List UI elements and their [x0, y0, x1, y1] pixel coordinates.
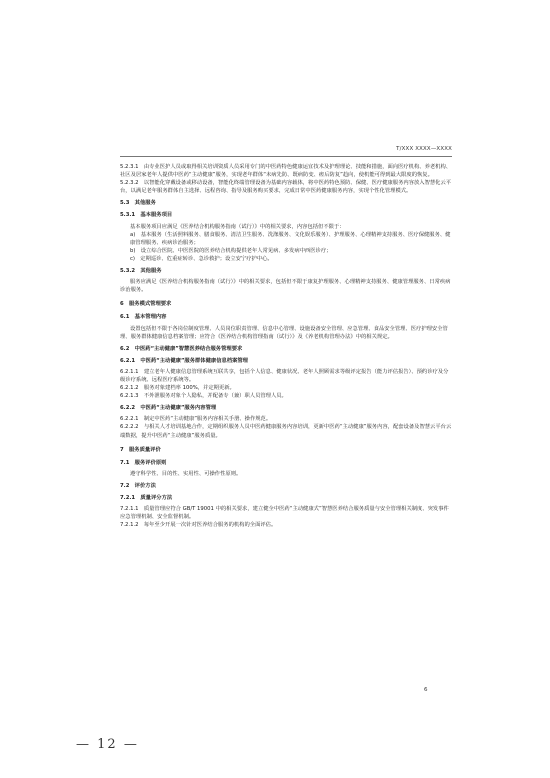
section-heading: 5.3.1 基本服务项目	[120, 212, 173, 219]
clause-paragraph: 7.2.1.1 质量管理应符合 GB/T 19001 中的相关要求，建立健全中医药“主动健康式”智慧医养结合服务质量与安全管理相关制度、突发事件应急管理机制、安全监督机制。	[120, 506, 449, 521]
document-body	[120, 163, 452, 529]
list-item: a) 基本服务（生活照料服务、膳食服务、清洁卫生服务、洗涤服务、文化娱乐服务）、护理服务、心理精神支持服务、医疗保健服务、健康管理服务、疾病诊治服务；	[130, 231, 451, 246]
chapter-heading: 7 服务质量评价	[120, 446, 161, 453]
clause-paragraph: 5.2.3.2 以智能化穿戴设备或移动设备，智能化终端管理设备为基础内容载体，将中医药特色预防、保健、医疗健康服务内容放入智慧化云平台，以满足老年服务群体自主选择、远程咨询、指导及服务购买要求，完成日常中医药健康服务内容，实现个性化管理模式。	[120, 180, 452, 195]
section-heading: 6.2 中医药“主动健康”智慧医养结合服务管理要求	[120, 345, 243, 352]
clause-paragraph: 6.2.2.1 制定中医药“主动健康”服务内容相关手册、操作规范。	[120, 416, 272, 423]
footer-page-number: 12	[97, 737, 118, 752]
section-heading: 6.2.2 中医药“主动健康”服务内容管理	[120, 405, 217, 412]
clause-paragraph: 5.2.3.1 由专业医护人员或取得相关培训资质人员采用专门的中医药特色健康运宜技术及护理理论、技能和措施，面向医疗机构、养老机构、社区及居家老年人提供中医药“主动健康”服务，实现老年群体“未病先防、既病防变、瘥后防复”趋向，使机能可得到最大限度的恢复。	[120, 164, 452, 179]
header-rule	[120, 156, 452, 157]
document-code: T/XXX XXXX—XXXX	[396, 146, 452, 152]
clause-paragraph: 6.2.2.2 与相关人才培训基地合作，定期组织服务人员中医药健康服务内容培训，更新中医药“主动健康”服务内容，配套设备及智慧云平台云端数据，提升中医药“主动健康”服务质量。	[120, 424, 452, 439]
list-item: b) 设立综合医院、中医医院的医养结合机构提供老年人常见病、多发病中西医诊疗；	[130, 247, 332, 254]
paragraph: 设置包括但不限于各岗位制度管理、人员岗位职责管理、信息中心管理、设施设备安全管理、应急管理、食品安全管理、医疗护理安全管理、服务群体健康信息档案管理；应符合《医养结合机构管理指南（试行）》及《养老机构管理办法》中的相关规定。	[120, 325, 448, 340]
clause-paragraph: 6.2.1.2 服务对象建档率 100%，并定期更新。	[120, 385, 235, 392]
footer-dash-right: —	[123, 737, 139, 752]
section-heading: 7.2 评价方法	[120, 482, 156, 489]
section-heading: 6.1 基本管理内容	[120, 314, 167, 321]
footer-dash-left: —	[76, 737, 91, 752]
inner-page-number: 6	[424, 687, 428, 693]
list-item: c) 定期巡诊、危重症转诊、急诊救护；设立安宁疗护中心。	[130, 255, 273, 262]
clause-paragraph: 6.2.1.3 不外泄服务对象个人隐私，并配备专（兼）职人员管理人员。	[120, 393, 287, 400]
chapter-heading: 6 服务模式管理要求	[120, 301, 172, 308]
paragraph: 基本服务项目应满足《医养结合机构服务指南（试行）》中的相关要求，内容包括但不限于：	[130, 223, 345, 230]
section-heading: 6.2.1 中医药“主动健康”服务群体健康信息档案管理	[120, 357, 248, 364]
clause-paragraph: 7.2.1.2 每年至少开展一次针对医养结合服务的机构的全面评估。	[120, 522, 277, 529]
section-heading: 7.2.1 质量评分方法	[120, 495, 173, 501]
clause-paragraph: 6.2.1.1 建立老年人健康信息管理系统互联共享，包括个人信息、健康状况、老年人照顾需求等级评定报告（能力评估报告）、预约诊疗及分级诊疗系统、远程医疗系统等。	[120, 368, 449, 383]
paragraph: 遵守科学性、目的性、实用性、可操作性原则。	[130, 470, 242, 477]
section-heading: 7.1 服务评价原则	[120, 459, 167, 466]
section-heading: 5.3 其他服务	[120, 200, 156, 207]
section-heading: 5.3.2 其他服务	[120, 268, 162, 275]
paragraph: 服务应满足《医养结合机构服务指南（试行）》中的相关要求，包括但不限于康复护理服务、心理精神支持服务、健康管理服务、日常疾病诊治服务。	[120, 279, 451, 294]
page-footer	[76, 737, 139, 752]
